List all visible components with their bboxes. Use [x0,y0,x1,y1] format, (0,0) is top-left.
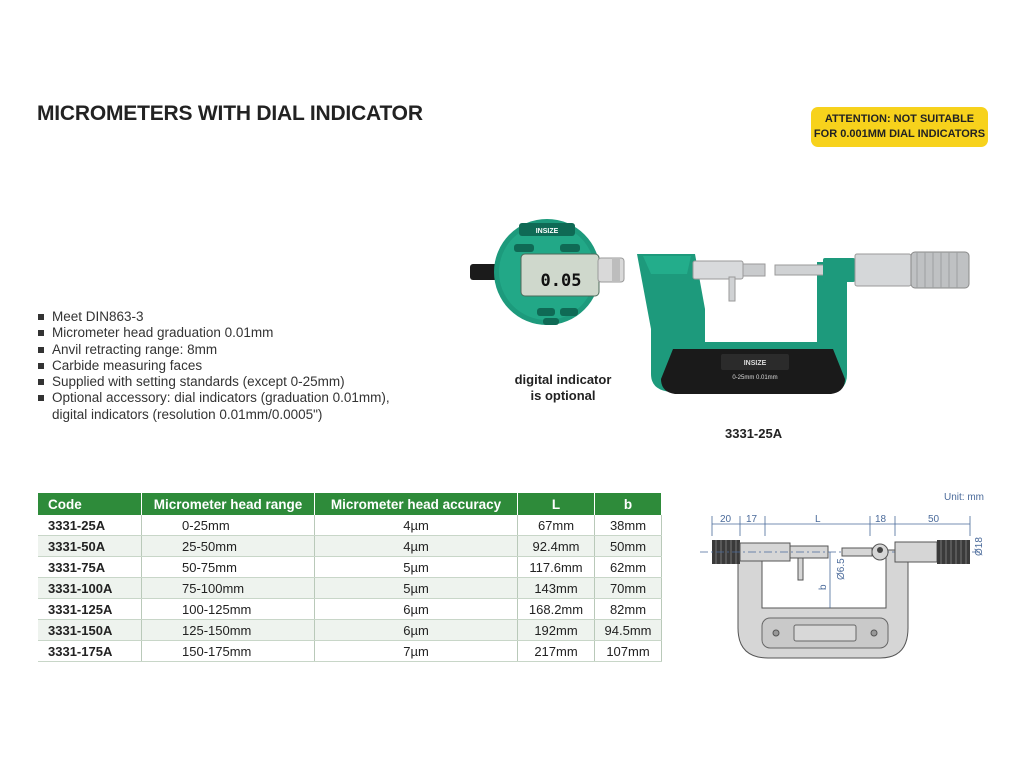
bullet-icon [38,347,44,353]
cell-code: 3331-100A [38,578,142,599]
feature-item-continuation: digital indicators (resolution 0.01mm/0.0005") [52,406,323,422]
feature-item: Micrometer head graduation 0.01mm [38,325,390,341]
cell-range: 125-150mm [142,620,315,641]
cell-accuracy: 5µm [315,557,518,578]
lcd-value: 0.05 [540,271,582,291]
cell-range: 0-25mm [142,515,315,536]
cell-range: 150-175mm [142,641,315,662]
cell-code: 3331-150A [38,620,142,641]
cell-accuracy: 4µm [315,515,518,536]
bullet-icon [38,363,44,369]
dim-phi6-5: Ø6.5 [836,558,847,580]
optional-note: digital indicator is optional [514,372,612,403]
feature-item: Meet DIN863-3 [38,309,390,325]
technical-drawing [690,488,990,668]
dim-18: 18 [875,514,887,525]
col-header-code: Code [38,493,142,515]
dim-20: 20 [720,514,732,525]
table-row [38,557,662,578]
col-header-b: b [595,493,662,515]
cell-range: 100-125mm [142,599,315,620]
table-row [38,578,662,599]
cell-range: 75-100mm [142,578,315,599]
cell-b: 70mm [595,578,662,599]
cell-code: 3331-175A [38,641,142,662]
cell-code: 3331-50A [38,536,142,557]
frame-label: 0-25mm 0.01mm [732,375,778,381]
spec-table [38,493,662,662]
cell-code: 3331-25A [38,515,142,536]
cell-accuracy: 6µm [315,620,518,641]
table-row [38,641,662,662]
cell-l: 67mm [518,515,595,536]
table-header-row [38,493,662,515]
page-title: MICROMETERS WITH DIAL INDICATOR [37,102,423,125]
bullet-icon [38,379,44,385]
feature-item: Anvil retracting range: 8mm [38,342,390,358]
cell-b: 38mm [595,515,662,536]
col-header-l: L [518,493,595,515]
table-row [38,536,662,557]
attention-badge [811,107,988,147]
cell-b: 107mm [595,641,662,662]
dim-b: b [818,584,829,590]
cell-l: 92.4mm [518,536,595,557]
cell-b: 94.5mm [595,620,662,641]
cell-b: 50mm [595,536,662,557]
cell-l: 143mm [518,578,595,599]
cell-range: 50-75mm [142,557,315,578]
cell-accuracy: 7µm [315,641,518,662]
dim-phi18: Ø18 [974,537,985,556]
unit-label: Unit: mm [944,492,984,503]
bullet-icon [38,395,44,401]
feature-item: Supplied with setting standards (except 0-25mm) [38,374,390,390]
table-row [38,599,662,620]
cell-accuracy: 5µm [315,578,518,599]
cell-accuracy: 6µm [315,599,518,620]
bullet-icon [38,330,44,336]
cell-b: 62mm [595,557,662,578]
attention-line-1: ATTENTION: NOT SUITABLE [824,113,975,125]
cell-b: 82mm [595,599,662,620]
feature-item: Optional accessory: dial indicators (graduation 0.01mm), [38,390,390,406]
cell-range: 25-50mm [142,536,315,557]
cell-l: 117.6mm [518,557,595,578]
feature-list [38,309,390,423]
table-row [38,620,662,641]
bullet-icon [38,314,44,320]
cell-l: 168.2mm [518,599,595,620]
col-header-range: Micrometer head range [142,493,315,515]
attention-line-2: FOR 0.001MM DIAL INDICATORS [813,128,986,140]
cell-accuracy: 4µm [315,536,518,557]
dim-50: 50 [928,514,940,525]
cell-l: 217mm [518,641,595,662]
frame-logo: INSIZE [743,360,767,367]
model-label: 3331-25A [725,426,783,441]
brand-logo: INSIZE [535,228,559,235]
cell-code: 3331-75A [38,557,142,578]
dim-17: 17 [746,514,758,525]
dim-l: L [815,514,821,525]
feature-item: Carbide measuring faces [38,358,390,374]
cell-l: 192mm [518,620,595,641]
col-header-accuracy: Micrometer head accuracy [315,493,518,515]
cell-code: 3331-125A [38,599,142,620]
table-row [38,515,662,536]
